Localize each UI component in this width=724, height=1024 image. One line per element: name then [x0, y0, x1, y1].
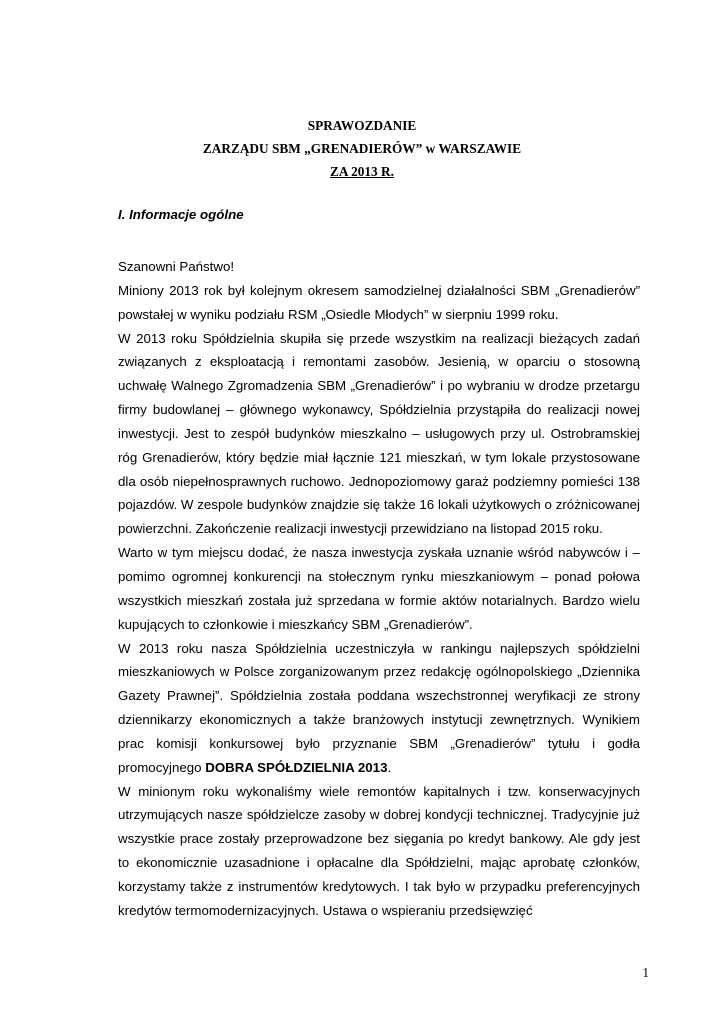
paragraph-end: . — [387, 759, 392, 775]
report-subtitle: ZARZĄDU SBM „GRENADIERÓW” w WARSZAWIE — [202, 141, 522, 156]
paragraph: Warto w tym miejscu dodać, że nasza inwestycja zyskała uznanie wśród nabywców i – pomimo ogromnej konkurencji na stołecznym rynku mieszkaniowym – ponad połowa wszystkich mieszkań została już sprzedana w formie aktów notarialnych. Bardzo wielu kupujących to członkowie i mieszkańcy SBM „Grenadierów”. — [118, 545, 640, 632]
page-number: 1 — [642, 965, 649, 980]
paragraph-text: W 2013 roku nasza Spółdzielnia uczestniczyła w rankingu najlepszych spółdzielni mieszkaniowych w Polsce zorganizowanym przez redakcję ogólnopolskiego „Dziennika Gazety Prawnej”. Spółdzielnia została poddana wszechstronnej weryfikacji ze strony dziennikarzy ekonomicznych a także branżowych instytucji zewnętrznych. Wynikiem prac komisji konkursowej było przyznanie SBM „Grenadierów” tytułu i godła promocyjnego — [118, 640, 640, 775]
award-title: DOBRA SPÓŁDZIELNIA 2013 — [205, 759, 388, 775]
report-year — [0, 164, 724, 180]
section-heading: I. Informacje ogólne — [118, 207, 244, 222]
greeting: Szanowni Państwo! — [118, 259, 235, 274]
report-year-text: ZA 2013 R. — [330, 164, 394, 179]
paragraph: W minionym roku wykonaliśmy wiele remontów kapitalnych i tzw. konserwacyjnych utrzymujących nasze spółdzielcze zasoby w dobrej kondycji technicznej. Tradycyjnie już wszystkie prace zostały przeprowadzone bez sięgania po kredyt bankowy. Ale gdy jest to ekonomicznie uzasadnione i opłacalne dla Spółdzielni, mając aprobatę członków, korzystamy także z instrumentów kredytowych. I tak było w przypadku preferencyjnych kredytów termomodernizacyjnych. Ustawa o wspieraniu przedsięwzięć — [118, 783, 640, 918]
paragraph — [118, 637, 640, 780]
paragraph: W 2013 roku Spółdzielnia skupiła się przede wszystkim na realizacji bieżących zadań związanych z eksploatacją i remontami zasobów. Jesienią, w oparciu o stosowną uchwałę Walnego Zgromadzenia SBM „Grenadierów” i po wybraniu w drodze przetargu firmy budowlanej – głównego wykonawcy, Spółdzielnia przystąpiła do realizacji nowej inwestycji. Jest to zespół budynków mieszkalno – usługowych przy ul. Ostrobramskiej róg Grenadierów, który będzie miał łącznie 121 mieszkań, w tym lokale przystosowane dla osób niepełnosprawnych ruchowo. Jednopoziomowy garaż podziemny pomieści 138 pojazdów. W zespole budynków znajdzie się także 16 lokali użytkowych o zróżnicowanej powierzchni. Zakończenie realizacji inwestycji przewidziano na listopad 2015 roku. — [118, 330, 640, 537]
body-text — [118, 255, 640, 923]
report-title: SPRAWOZDANIE — [307, 118, 417, 133]
paragraph: Miniony 2013 rok był kolejnym okresem samodzielnej działalności SBM „Grenadierów” powstałej w wyniku podziału RSM „Osiedle Młodych” w sierpniu 1999 roku. — [118, 282, 640, 322]
